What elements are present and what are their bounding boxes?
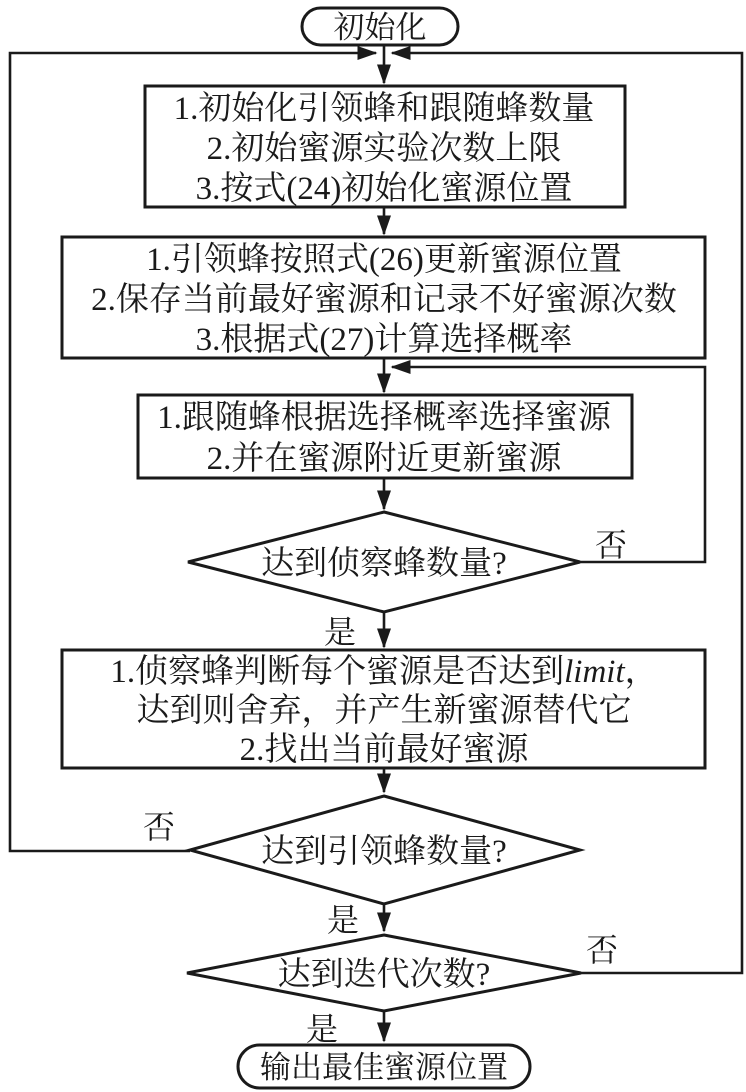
onlooker-box-line-1: 1.跟随蜂根据选择概率选择蜜源 [157,400,611,436]
scout-box-line-1-suffix: ， [624,654,658,690]
init-box-line-2: 2.初始蜜源实验次数上限 [206,131,562,167]
scout-box-line-3: 2.找出当前最好蜜源 [239,732,529,768]
yes-label-iteration: 是 [305,1011,339,1047]
init-box-line-1: 1.初始化引领蜂和跟随蜂数量 [173,91,595,127]
no-label-employed: 否 [142,809,176,845]
yes-label-employed: 是 [326,902,360,938]
decision-iteration-label: 达到迭代次数? [277,957,491,993]
start-label: 初始化 [333,10,427,45]
scout-box-line-1 [110,653,657,690]
decision-employed-label: 达到引领蜂数量? [261,834,507,870]
no-label-iteration: 否 [585,932,619,968]
employed-box-line-3: 3.根据式(27)计算选择概率 [195,322,573,358]
employed-box-line-1: 1.引领蜂按照式(26)更新蜜源位置 [146,242,622,278]
scout-box-line-2: 达到则舍弃，并产生新蜜源替代它 [136,693,632,729]
employed-box-line-2: 2.保存当前最好蜜源和记录不好蜜源次数 [91,282,677,318]
onlooker-box-line-2: 2.并在蜜源附近更新蜜源 [206,441,562,477]
scout-box-line-1-prefix: 1.侦察蜂判断每个蜜源是否达到 [110,654,565,690]
yes-label-scout: 是 [323,614,357,650]
scout-box-line-1-variable: limit [564,654,625,690]
decision-scout-label: 达到侦察蜂数量? [261,546,507,582]
end-label: 输出最佳蜜源位置 [260,1050,508,1085]
init-box-line-3: 3.按式(24)初始化蜜源位置 [195,171,573,207]
no-label-scout: 否 [594,527,628,563]
